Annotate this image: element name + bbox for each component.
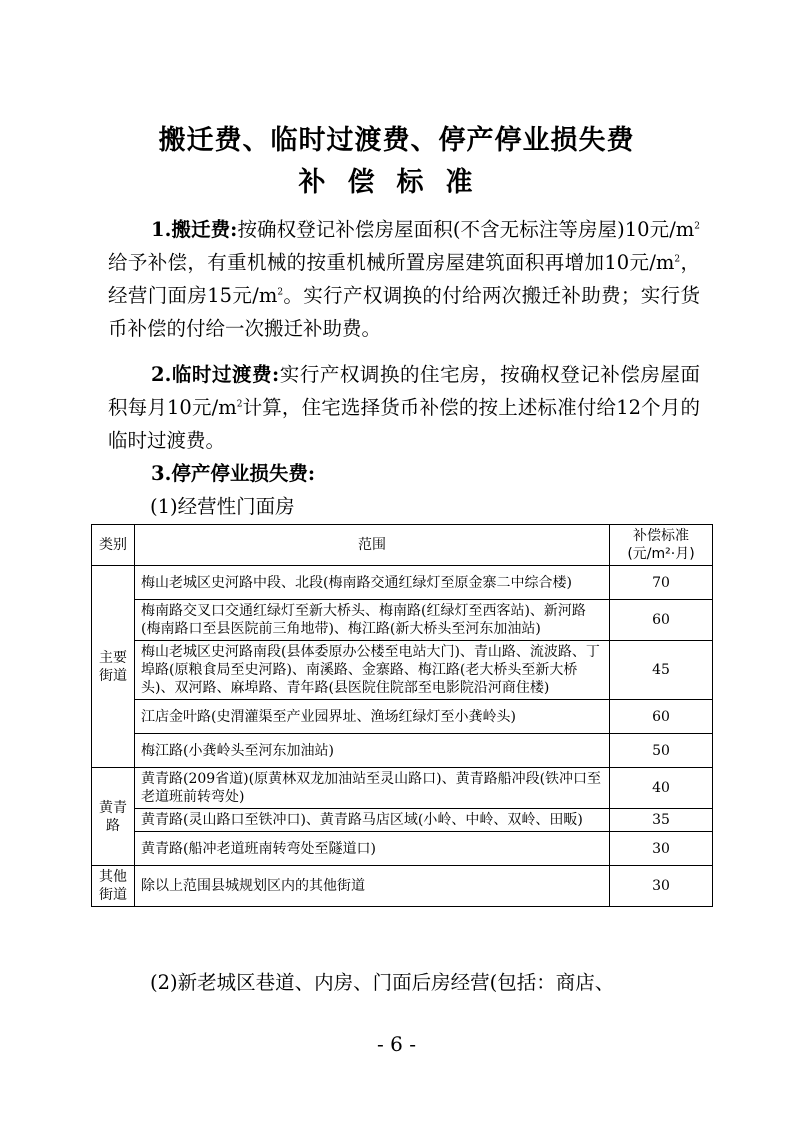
table-row: [92, 600, 713, 641]
range-cell: 梅山老城区史河路南段(县体委原办公楼至电站大门)、青山路、流波路、丁埠路(原粮食局至史河路)、南溪路、金寨路、梅江路(老大桥头至新大桥头)、双河路、麻埠路、青年路(县医院住院部至电影院沿河商住楼): [135, 641, 610, 700]
standard-cell: 50: [610, 734, 713, 768]
subsection-storefront: (1)经营性门面房: [150, 495, 295, 518]
standard-cell: 30: [610, 866, 713, 907]
table-row: [92, 700, 713, 734]
standard-cell: 35: [610, 809, 713, 832]
range-cell: 梅江路(小龚岭头至河东加油站): [135, 734, 610, 768]
range-cell: 黄青路(灵山路口至铁冲口)、黄青路马店区域(小岭、中岭、双岭、田畈): [135, 809, 610, 832]
category-huangqing-road: 黄青路: [92, 768, 135, 866]
range-cell: 黄青路(209省道)(原黄林双龙加油站至灵山路口)、黄青路船冲段(铁冲口至老道班前转弯处): [135, 768, 610, 809]
table-row: [92, 566, 713, 600]
sup-squared: 2: [694, 221, 700, 232]
compensation-table: [91, 524, 713, 907]
transition-fee-text-1: 实行产权调换的住宅房，按确权登记补偿房屋面积每月10元/m: [108, 363, 700, 419]
category-main-streets: 主要街道: [92, 566, 135, 768]
standard-cell: 70: [610, 566, 713, 600]
standard-cell: 60: [610, 700, 713, 734]
relocation-fee-text-1: 按确权登记补偿房屋面积(不含无标注等房屋)10元/m: [237, 218, 695, 241]
standard-cell: 40: [610, 768, 713, 809]
document-title: 搬迁费、临时过渡费、停产停业损失费: [158, 125, 635, 156]
sup-squared: 2: [674, 254, 681, 265]
paragraph-relocation-fee: [108, 213, 700, 345]
transition-fee-text-2: 计算，住宅选择货币补偿的按上述标准付给12个月的临时过渡费。: [108, 396, 700, 452]
range-cell: 除以上范围县城规划区内的其他街道: [135, 866, 610, 907]
sup-squared: 2: [236, 399, 243, 410]
document-subtitle: 补偿标准: [298, 167, 495, 198]
table-row: [92, 809, 713, 832]
paragraph-transition-fee: [108, 358, 700, 457]
table-row: [92, 866, 713, 907]
range-cell: 江店金叶路(史渭灌渠至产业园界址、渔场红绿灯至小龚岭头): [135, 700, 610, 734]
table-row: [92, 734, 713, 768]
table-row: [92, 768, 713, 809]
relocation-fee-text-4: 。实行产权调换的付给两次搬迁补助费；实行货币补偿的付给一次搬迁补助费。: [108, 284, 700, 340]
table-row: [92, 832, 713, 866]
standard-cell: 60: [610, 600, 713, 641]
header-range: 范围: [135, 525, 610, 566]
header-category: 类别: [92, 525, 135, 566]
range-cell: 梅南路交叉口交通红绿灯至新大桥头、梅南路(红绿灯至西客站)、新河路(梅南路口至县医院前三角地带)、梅江路(新大桥头至河东加油站): [135, 600, 610, 641]
table-row: [92, 641, 713, 700]
page-number: - 6 -: [377, 1032, 416, 1056]
category-other-streets: 其他街道: [92, 866, 135, 907]
paragraph-business-loss-heading: [108, 457, 700, 490]
sup-squared: 2: [277, 287, 284, 298]
range-cell: 梅山老城区史河路中段、北段(梅南路交通红绿灯至原金寨二中综合楼): [135, 566, 610, 600]
header-standard: 补偿标准(元/m²·月): [610, 525, 713, 566]
business-loss-heading: 3.停产停业损失费:: [151, 462, 316, 485]
subsection-alley-business: (2)新老城区巷道、内房、门面后房经营(包括：商店、: [150, 971, 615, 994]
relocation-fee-text-3: ，经营门面房15元/m: [108, 251, 700, 307]
table-header-row: [92, 525, 713, 566]
standard-cell: 45: [610, 641, 713, 700]
standard-cell: 30: [610, 832, 713, 866]
relocation-fee-text-2: 给予补偿，有重机械的按重机械所置房屋建筑面积再增加10元/m: [108, 251, 675, 274]
transition-fee-heading: 2.临时过渡费:: [151, 363, 280, 386]
range-cell: 黄青路(船冲老道班南转弯处至隧道口): [135, 832, 610, 866]
relocation-fee-heading: 1.搬迁费:: [151, 218, 238, 241]
